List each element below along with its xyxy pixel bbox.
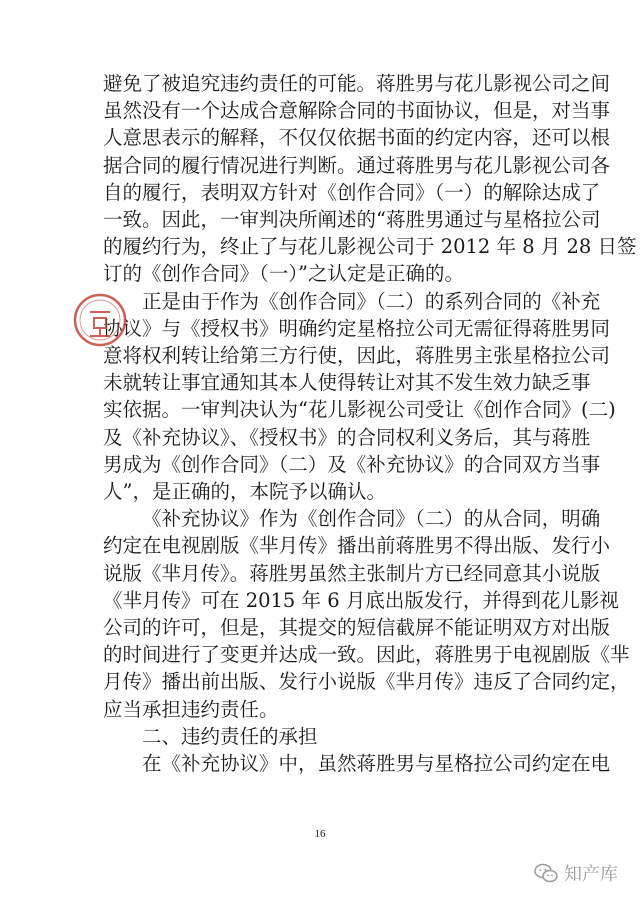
text-line: 男成为《创作合同》（二）及《补充协议》的合同双方当事	[103, 452, 601, 476]
text-line: 的时间进行了变更并达成一致。因此，蒋胜男于电视剧版《芈	[103, 643, 630, 667]
text-line: 说版《芈月传》。蒋胜男虽然主张制片方已经同意其小说版	[103, 561, 601, 585]
text-line: 在《补充协议》中，虽然蒋胜男与星格拉公司约定在电	[142, 752, 611, 775]
text-line: 应当承担违约责任。	[103, 697, 279, 721]
text-line: 《芈月传》可在 2015 年 6 月底出版发行，并得到花儿影视	[103, 588, 619, 612]
watermark-text: 知产库	[564, 864, 618, 885]
text-line: 的履约行为，终止了与花儿影视公司于 2012 年 8 月 28 日签	[103, 235, 637, 259]
text-line: 据合同的履行情况进行判断。通过蒋胜男与花儿影视公司各	[103, 153, 611, 177]
text-line: 《补充协议》作为《创作合同》（二）的从合同，明确	[142, 507, 601, 531]
text-line: 一致。因此，一审判决所阐述的“蒋胜男通过与星格拉公司	[103, 208, 601, 231]
text-line: 虽然没有一个达成合意解除合同的书面协议，但是，对当事	[103, 99, 611, 123]
watermark	[534, 860, 618, 886]
text-line: 正是由于作为《创作合同》（二）的系列合同的《补充	[142, 289, 601, 313]
text-line: 人”，是正确的，本院予以确认。	[103, 480, 386, 503]
page-number: 16	[314, 828, 326, 840]
text-line: 及《补充协议》、《授权书》的合同权利义务后，其与蒋胜	[103, 425, 591, 449]
text-line: 协议》与《授权书》明确约定星格拉公司无需征得蒋胜男同	[103, 316, 611, 340]
red-seal-stamp	[72, 292, 128, 348]
section-heading: 二、违约责任的承担	[142, 724, 318, 748]
text-line: 公司的许可，但是，其提交的短信截屏不能证明双方对出版	[103, 616, 611, 639]
text-line: 未就转让事宜通知其本人使得转让对其不发生效力缺乏事	[103, 371, 591, 395]
text-line: 月传》播出前出版、发行小说版《芈月传》违反了合同约定，	[103, 670, 630, 694]
text-line: 订的《创作合同》（一）”之认定是正确的。	[103, 262, 464, 286]
wechat-icon	[534, 862, 558, 884]
text-line: 避免了被追究违约责任的可能。蒋胜男与花儿影视公司之间	[103, 72, 611, 95]
text-line: 自的履行，表明双方针对《创作合同》（一）的解除达成了	[103, 180, 601, 204]
text-line: 约定在电视剧版《芈月传》播出前蒋胜男不得出版、发行小	[103, 534, 611, 558]
text-line: 人意思表示的解释，不仅仅依据书面的约定内容，还可以根	[103, 126, 611, 150]
text-line: 意将权利转让给第三方行使，因此，蒋胜男主张星格拉公司	[103, 344, 611, 367]
text-line: 实依据。一审判决认为“花儿影视公司受让《创作合同》(二)	[103, 398, 616, 422]
